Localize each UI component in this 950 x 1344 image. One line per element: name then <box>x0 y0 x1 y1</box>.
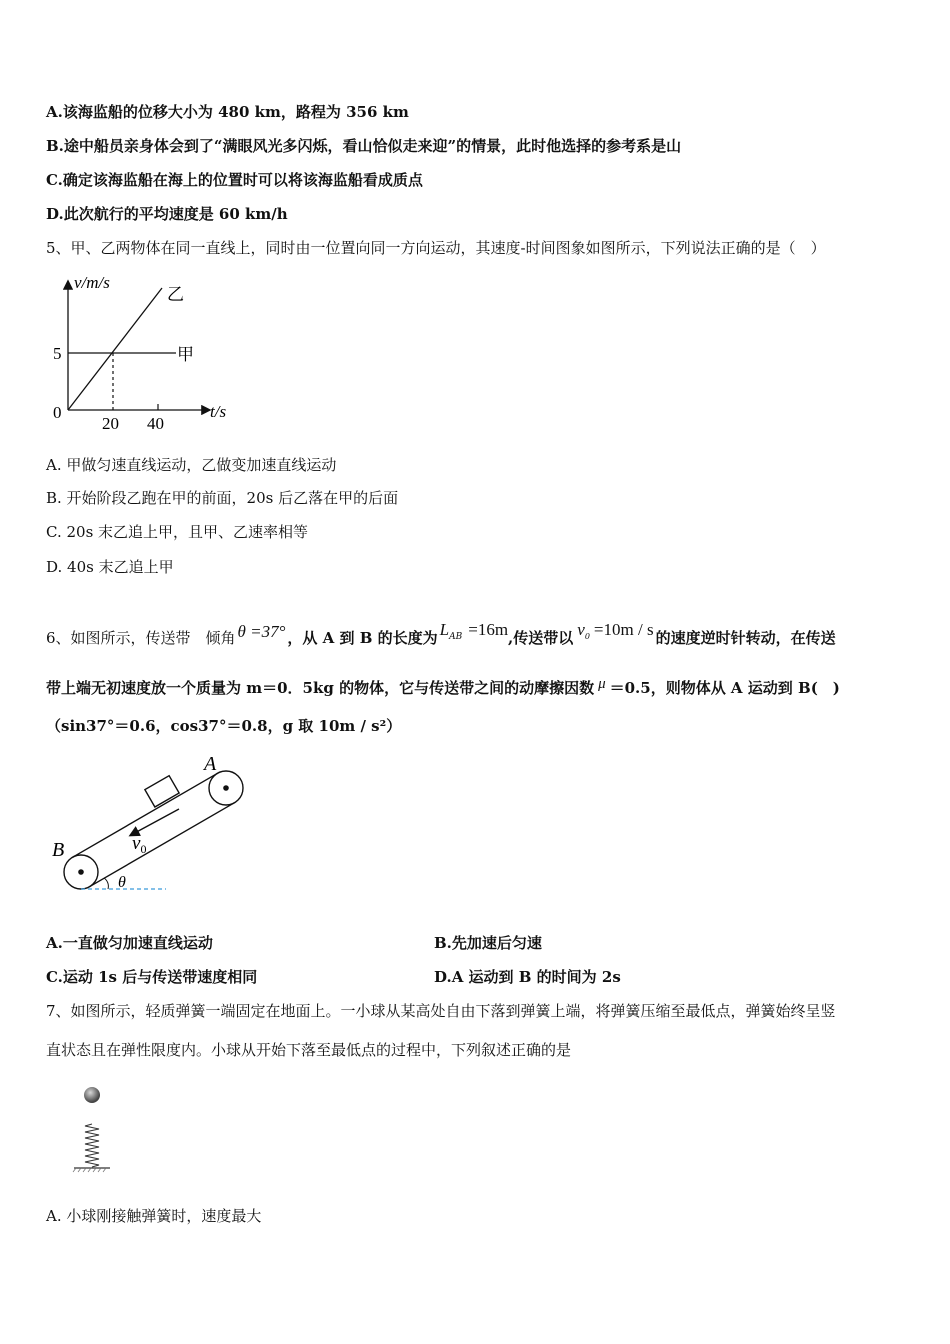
theta-arc <box>104 878 108 889</box>
label-a: A <box>204 753 217 775</box>
belt-lower <box>90 803 235 887</box>
q6-v0-eq: $v_0 =10m / s$ <box>577 620 654 641</box>
q6-conveyor-figure <box>46 748 256 898</box>
q6-option-d: D.A 运动到 B 的时间为 2s <box>434 968 621 986</box>
graph-y-label: v/m/s <box>74 273 110 292</box>
q6-stem-line3: （sin37°＝0.6，cos37°＝0.8，g 取 10m / s²） <box>46 717 402 735</box>
q5-stem: 5、甲、乙两物体在同一直线上，同时由一位置向同一方向运动，其速度-时间图象如图所示，下列说法正确的是（ ） <box>46 239 826 257</box>
q6-stem-line2 <box>46 678 840 699</box>
q7-spring-figure <box>70 1082 120 1176</box>
q6-option-a: A.一直做匀加速直线运动 <box>46 934 213 952</box>
block <box>145 776 179 807</box>
q6-option-c: C.运动 1s 后与传送带速度相同 <box>46 968 258 986</box>
theta-label: θ <box>118 874 126 891</box>
q6-theta-eq: θ =37° <box>237 622 286 641</box>
q6-line2-b: ＝0.5，则物体从 A 运动到 B( ) <box>609 679 840 697</box>
q6-line2-a: 带上端无初速度放一个质量为 m＝0．5kg 的物体，它与传送带之间的动摩擦因数 <box>46 679 595 697</box>
q6-lab-eq: $L_{AB} =16m$ <box>439 620 509 642</box>
v0-label: $v_0$ <box>132 833 147 856</box>
graph-label-jia: 甲 <box>177 345 194 364</box>
spring <box>85 1124 99 1167</box>
q6-mu: μ <box>598 676 606 692</box>
graph-y-tick-5: 5 <box>53 344 62 363</box>
q6-stem-part2: ，从 A 到 B 的长度为 <box>287 629 438 647</box>
q5-option-d: D. 40s 末乙追上甲 <box>46 558 174 576</box>
graph-label-yi: 乙 <box>167 285 184 304</box>
label-b: B <box>52 839 65 861</box>
graph-line-yi <box>68 288 162 410</box>
q5-vt-graph <box>44 270 244 435</box>
q7-option-a: A. 小球刚接触弹簧时，速度最大 <box>46 1207 262 1225</box>
q4-option-b: B.途中船员亲身体会到了“满眼风光多闪烁，看山恰似走来迎”的情景，此时他选择的参考系是山 <box>46 137 682 155</box>
q7-stem-line2: 直状态且在弹性限度内。小球从开始下落至最低点的过程中，下列叙述正确的是 <box>46 1041 572 1059</box>
q4-option-d: D.此次航行的平均速度是 60 km/h <box>46 205 288 223</box>
graph-origin-label: 0 <box>53 403 62 422</box>
q6-stem-line1 <box>46 620 836 651</box>
graph-x-label: t/s <box>210 402 227 421</box>
q5-option-b: B. 开始阶段乙跑在甲的前面，20s 后乙落在甲的后面 <box>46 489 399 507</box>
q7-stem-line1: 7、如图所示，轻质弹簧一端固定在地面上。一小球从某高处自由下落到弹簧上端，将弹簧压缩至最低点，弹簧始终呈竖 <box>46 1002 836 1020</box>
q4-option-c: C.确定该海监船在海上的位置时可以将该海监船看成质点 <box>46 171 423 189</box>
q5-option-c: C. 20s 末乙追上甲，且甲、乙速率相等 <box>46 523 309 541</box>
graph-x-tick-20: 20 <box>102 414 119 433</box>
q5-option-a: A. 甲做匀速直线运动，乙做变加速直线运动 <box>46 456 337 474</box>
q6-option-b: B.先加速后匀速 <box>434 934 542 952</box>
q6-stem-part3: ,传送带以 <box>508 629 574 647</box>
graph-x-tick-40: 40 <box>147 414 164 433</box>
q6-stem-part4: 的速度逆时针转动，在传送 <box>655 629 836 647</box>
ball <box>84 1087 100 1103</box>
q4-option-a: A.该海监船的位移大小为 480 km，路程为 356 km <box>46 103 409 121</box>
q6-stem-part1: 6、如图所示，传送带 倾角 <box>46 629 236 647</box>
v0-arrow <box>131 809 179 835</box>
